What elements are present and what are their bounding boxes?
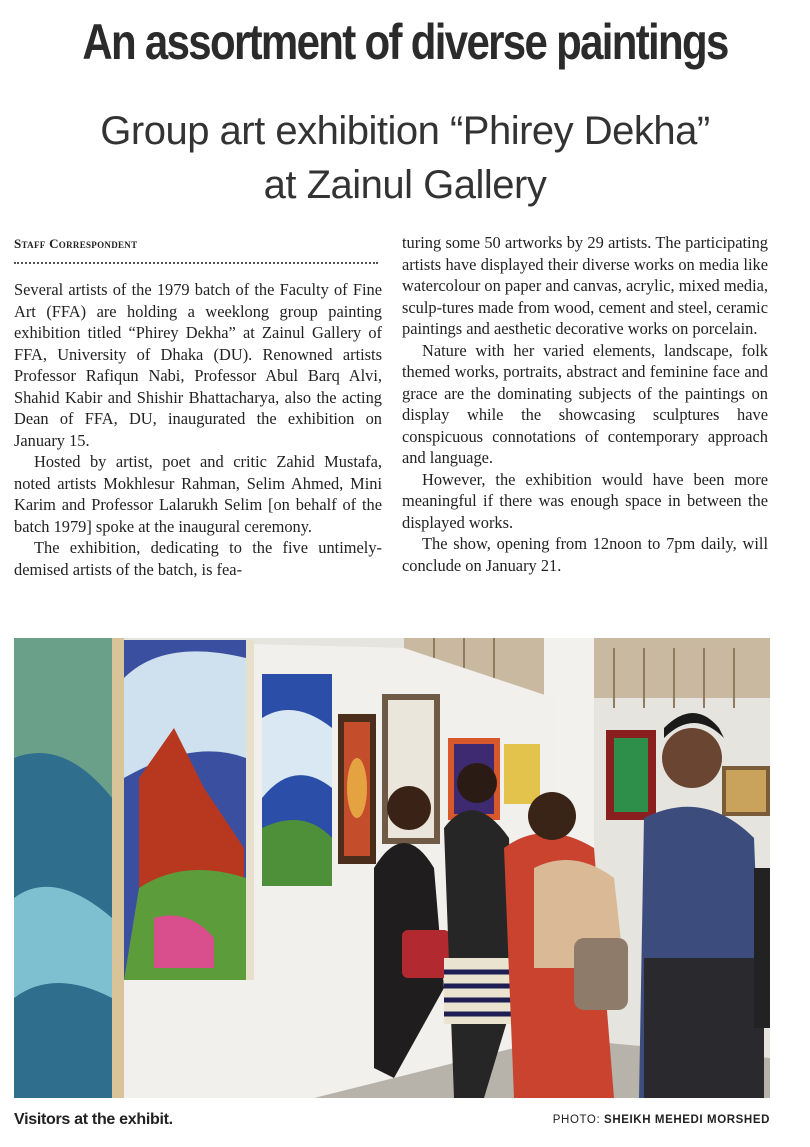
byline: Staff Correspondent (14, 236, 138, 251)
photo-credit-label: PHOTO: (552, 1114, 601, 1126)
paragraph: Nature with her varied elements, landscape, folk themed works, portraits, abstract and feminine face and grace are the dominating subjects of the paintings on display while the showcasing sculptures have conspicuous connotations of contemporary approach and language. (402, 340, 768, 467)
paragraph: turing some 50 artworks by 29 artists. The participating artists have displayed their diverse works on media like watercolour on paper and canvas, acrylic, mixed media, sculp-tures made from wood, cement and steel, ceramic paintings and aesthetic decorative works on porcelain. (402, 233, 768, 338)
article-column-2 (402, 232, 768, 576)
photographer-name: SHEIKH MEHEDI MORSHED (604, 1114, 770, 1126)
byline-divider (14, 262, 378, 264)
article-column-1 (14, 279, 382, 580)
photo-credit (553, 1114, 770, 1126)
headline: An assortment of diverse paintings (82, 14, 728, 70)
exhibition-photo (14, 638, 770, 1098)
photo-caption: Visitors at the exhibit. (14, 1111, 173, 1128)
subheadline-line-1: Group art exhibition “Phirey Dekha” (100, 109, 710, 153)
paragraph: The show, opening from 12noon to 7pm daily, will conclude on January 21. (402, 534, 768, 575)
paragraph: The exhibition, dedicating to the five untimely-demised artists of the batch, is fea- (14, 538, 382, 579)
subheadline (0, 104, 810, 212)
paragraph: However, the exhibition would have been more meaningful if there was enough space in between the displayed works. (402, 469, 768, 532)
paragraph: Several artists of the 1979 batch of the Faculty of Fine Art (FFA) are holding a weeklong group painting exhibition titled “Phirey Dekha” at Zainul Gallery of FFA, University of Dhaka (DU). Renowned artists Professor Rafiqun Nabi, Professor Abul Barq Alvi, Shahid Kabir and Shishir Bhattacharya, also the acting Dean of FFA, DU, inaugurated the exhibition on January 15. (14, 280, 382, 450)
subheadline-line-2: at Zainul Gallery (263, 163, 547, 207)
paragraph: Hosted by artist, poet and critic Zahid Mustafa, noted artists Mokhlesur Rahman, Selim Ahmed, Mini Karim and Professor Lalarukh Selim [on behalf of the batch 1979] spoke at the inaugural ceremony. (14, 452, 382, 536)
gallery-visitors-illustration (14, 638, 770, 1098)
